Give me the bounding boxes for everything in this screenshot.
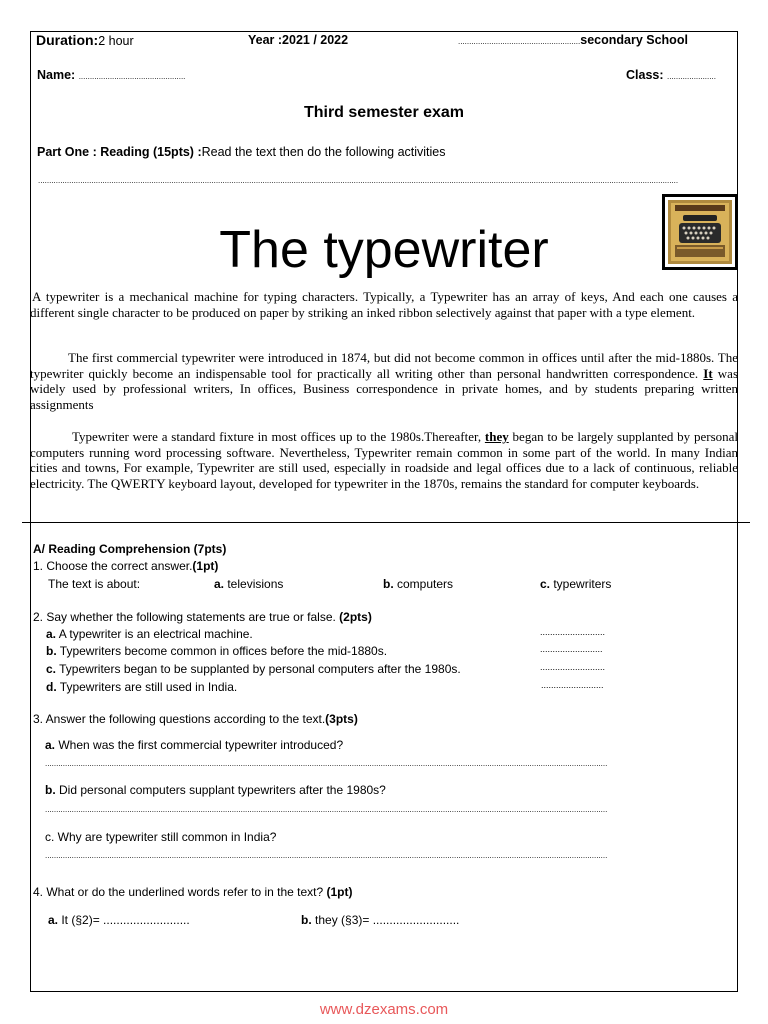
school-year: Year :2021 / 2022 bbox=[248, 33, 349, 47]
school-label: secondary School bbox=[580, 33, 688, 47]
q4-prompt-text: 4. What or do the underlined words refer to in the text? bbox=[33, 885, 324, 899]
underlined-word-they: they bbox=[484, 429, 509, 444]
q1-option-b: b. computers bbox=[383, 577, 454, 591]
website-watermark[interactable]: www.dzexams.com bbox=[319, 1001, 449, 1018]
paragraph-3-part-1: Typewriter were a standard fixture in most offices up to the 1980s.Thereafter, bbox=[72, 429, 482, 444]
paragraph-2-part-2: was widely used by professional writers, In offices, Business correspondence in private homes, and by students preparing written assignments bbox=[30, 365, 739, 412]
q2-item-a: a. A typewriter is an electrical machine. bbox=[46, 627, 253, 641]
q4-prompt bbox=[33, 885, 353, 899]
q1-option-c: c. typewriters bbox=[540, 577, 612, 591]
q2-blank-a[interactable]: .......................... bbox=[540, 627, 606, 637]
part-one-label: Part One : Reading (15pts) : bbox=[37, 145, 202, 159]
name-dots: ................................................ bbox=[78, 72, 186, 81]
q1-stem: The text is about: bbox=[48, 577, 141, 591]
q2-item-c: c. Typewriters began to be supplanted by personal computers after the 1980s. bbox=[46, 662, 461, 676]
q3-answer-line-a[interactable]: ............................................................................................................................................................................................................................................................. bbox=[45, 759, 608, 768]
part-one-heading bbox=[37, 145, 446, 159]
duration-value: 2 hour bbox=[98, 34, 134, 48]
q4-points: (1pt) bbox=[326, 885, 353, 899]
section-divider bbox=[22, 522, 750, 523]
class-dots: ...................... bbox=[667, 72, 716, 81]
q2-points: (2pts) bbox=[339, 610, 372, 624]
paragraph-3 bbox=[30, 429, 738, 491]
q2-prompt-text: 2. Say whether the following statements are true or false. bbox=[33, 610, 336, 624]
q2-blank-b[interactable]: ......................... bbox=[540, 644, 603, 654]
q2-item-b: b. Typewriters become common in offices before the mid-1880s. bbox=[46, 644, 388, 658]
paragraph-2-part-1: The first commercial typewriter were introduced in 1874, but did not become common in offices until after the mid-1880s. The typewriter quickly become an indispensable tool for practically all writing other than personal handwritten correspondence. bbox=[30, 350, 738, 381]
school-name bbox=[458, 33, 688, 47]
q4-item-a[interactable]: a. It (§2)= .......................... bbox=[48, 913, 190, 927]
paragraph-2 bbox=[30, 350, 738, 412]
underlined-word-it: It bbox=[703, 365, 713, 381]
name-field bbox=[37, 68, 185, 82]
q3-item-a: a. When was the first commercial typewriter introduced? bbox=[45, 738, 344, 752]
q3-answer-line-c[interactable]: ............................................................................................................................................................................................................................................................. bbox=[45, 851, 608, 860]
paragraph-3-part-2: began to be largely supplanted by personal computers running word processing software. Nevertheless, Typewriter remain common in some part of the world. In many Indian cities and towns, For example, Typewriter are still used, especially in roadside and legal offices due to a lack of continuous, reliable electricity. The QWERTY keyboard layout, developed for typewriter in the 1870s, remains the standard for computer keyboards. bbox=[30, 429, 739, 491]
duration bbox=[36, 32, 134, 48]
section-a-title: A/ Reading Comprehension (7pts) bbox=[33, 542, 227, 556]
part-one-instruction: Read the text then do the following activities bbox=[201, 145, 446, 159]
q3-answer-line-b[interactable]: ............................................................................................................................................................................................................................................................. bbox=[45, 805, 608, 814]
q1-points: (1pt) bbox=[192, 559, 219, 573]
q3-points: (3pts) bbox=[325, 712, 358, 726]
q3-prompt bbox=[33, 712, 358, 726]
school-dots: ....................................................... bbox=[458, 37, 581, 46]
q3-item-b: b. Did personal computers supplant typewriters after the 1980s? bbox=[45, 783, 386, 797]
q2-blank-d[interactable]: ......................... bbox=[541, 680, 604, 690]
part-one-rule: ................................................................................................................................................................................................................................................................................................ bbox=[38, 176, 679, 185]
q2-blank-c[interactable]: .......................... bbox=[540, 662, 606, 672]
q2-prompt bbox=[33, 610, 372, 624]
q1-prompt bbox=[33, 559, 218, 573]
exam-title: Third semester exam bbox=[303, 104, 465, 121]
name-label: Name: bbox=[37, 68, 76, 82]
paragraph-1: A typewriter is a mechanical machine for typing characters. Typically, a Typewriter has an array of keys, And each one causes a different single character to be produced on paper by striking an inked ribbon selectively against that paper with a type element. bbox=[30, 289, 738, 320]
q1-prompt-text: 1. Choose the correct answer. bbox=[33, 559, 193, 573]
duration-label: Duration: bbox=[36, 32, 99, 48]
class-label: Class: bbox=[626, 68, 664, 82]
q3-prompt-text: 3. Answer the following questions according to the text. bbox=[33, 712, 326, 726]
q2-item-d: d. Typewriters are still used in India. bbox=[46, 680, 238, 694]
q1-option-a: a. televisions bbox=[214, 577, 284, 591]
q4-item-b[interactable]: b. they (§3)= .......................... bbox=[301, 913, 460, 927]
class-field bbox=[626, 68, 716, 82]
text-title: The typewriter bbox=[219, 221, 549, 279]
q3-item-c: c. Why are typewriter still common in India? bbox=[45, 830, 277, 844]
